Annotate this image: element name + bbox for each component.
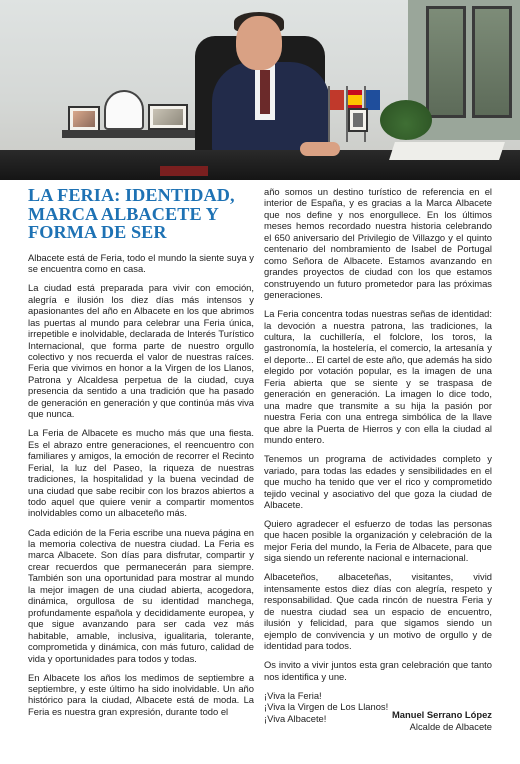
paragraph: Cada edición de la Feria escribe una nueva página en la memoria colectiva de nuestra ciudad. La Feria es marca Albacete. Son días para disfrutar, compartir y crear recuerdos que permanecerán para siempre. También son una oportunidad para mostrar al mundo la mejor imagen de una ciudad abierta, acogedora, dinámica, orgullosa de su identidad manchega, profundamente española y decididamente europea, y que sigue avanzando para ser cada vez más habitable, amable, inclusiva, igualitaria, tolerante, comprometida y dinámica, con más futuro, calidad de vida y oportunidades para todos y todas.: [28, 526, 254, 664]
tie: [260, 70, 270, 114]
picture-frame: [68, 106, 100, 132]
left-column: [28, 186, 254, 725]
cheer-line: ¡Viva Albacete!: [264, 712, 327, 724]
paragraph: Albaceteños, albaceteñas, visitantes, vivid intensamente estos diez días con alegría, respeto y responsabilidad. Que cada rincón de nuestra Feria y de nuestra ciudad sea un espacio de encuentro, ilusión y felicidad, para que sigamos siendo un ejemplo de convivencia y un motivo de orgullo y de identidad para todos.: [264, 571, 492, 652]
paragraph: Albacete está de Feria, todo el mundo la siente suya y se encuentra como en casa.: [28, 251, 254, 275]
paragraph: Tenemos un programa de actividades completo y variado, para todas las edades y sensibilidades en el que mucho ha tenido que ver el rico y comprometido tejido vecinal y asociativo del que goza la ciudad de Albacete.: [264, 453, 492, 510]
window-pane: [472, 6, 512, 118]
cheer-line: ¡Viva la Feria!: [264, 689, 322, 701]
signature-name: Manuel Serrano López: [391, 709, 492, 720]
picture-frame: [148, 104, 188, 130]
sketch-figure: [104, 90, 144, 130]
flag-albacete: [330, 90, 344, 110]
flag-spain: [348, 90, 362, 110]
paragraph: Quiero agradecer el esfuerzo de todas las personas que hacen posible la organización y celebración de la mejor Feria del mundo, la Feria de Albacete, para que siga siendo un referente nacional e internacional.: [264, 518, 492, 564]
signature-role: Alcalde de Albacete: [409, 721, 492, 732]
papers: [389, 142, 505, 160]
paragraph: La ciudad está preparada para vivir con emoción, alegría e ilusión los diez días más intensos y apasionantes del año en Albacete en los que abrimos las puertas al mundo para celebrar una Feria única, irrepetible e inolvidable, declarada de Interés Turístico Internacional, que forma parte de nuestro orgullo colectivo y nos recuerda el valor de nuestras raíces. Feria que vivimos en honor a la Virgen de los Llanos, Patrona y Alcaldesa perpetua de la ciudad, cuya presencia da sentido a una tradición que ha pasado de generación en generación y que continúa más viva que nunca.: [28, 282, 254, 420]
red-book: [160, 166, 208, 176]
window-pane: [426, 6, 466, 118]
right-column: [264, 186, 492, 724]
paragraph: La Feria de Albacete es mucho más que una fiesta. Es el abrazo entre generaciones, el reencuentro con familiares y amigos, la emoción de recorrer el Recinto Ferial, la luz del Paseo, la riqueza de nuestras tradiciones, la hospitalidad y la buena vecindad de una ciudad que sabe recibir con los brazos abiertos a todo aquel que quiere venir a compartir momentos inolvidables como un albaceteño más.: [28, 427, 254, 519]
flag-europe: [366, 90, 380, 110]
paragraph: La Feria concentra todas nuestras señas de identidad: la devoción a nuestra patrona, las tradiciones, la cultura, la cuchillería, el folclore, los toros, la gastronomía, la hostelería, el comercio, la artesanía y el deporte... El cartel de este año, que además ha sido elegido por votación popular, es la imagen de una Feria abierta que se siente y se traspasa de generación en generación. La imagen lo dice todo, una madre que transmite a su hija la pasión por nuestra Feria con una entrega simbólica de la llave que abre la Puerta de Hierros y con ella la ciudad al mundo entero.: [264, 308, 492, 446]
signature-block: [392, 709, 492, 733]
paragraph: año somos un destino turístico de referencia en el interior de España, y es gracias a la Marca Albacete que nos define y nos enorgullece. En los últimos meses hemos recordado nuestra historia celebrando el 650 aniversario del Privilegio de Villazgo y el quinto centenario del nombramiento de Isabel de Portugal como Señora de Albacete. Estamos avanzando en grandes proyectos de ciudad con los que estamos construyendo un futuro prometedor para las próximas generaciones.: [264, 186, 492, 301]
header-photo-mayor-office: [0, 0, 520, 180]
picture-frame: [348, 108, 368, 132]
potted-plant: [380, 100, 432, 140]
person-head: [236, 16, 282, 70]
paragraph: Os invito a vivir juntos esta gran celebración que tanto nos identifica y une.: [264, 659, 492, 682]
article-title: LA FERIA: IDENTIDAD, MARCA ALBACETE Y FORMA DE SER: [28, 185, 235, 243]
cheer-line: ¡Viva la Virgen de Los Llanos!: [264, 701, 389, 713]
paragraph: En Albacete los años los medimos de septiembre a septiembre, y este último ha sido inolvidable. Un año histórico para la ciudad, Albacete está de moda. La Feria es nuestra gran expresión, durante todo el: [28, 671, 254, 717]
